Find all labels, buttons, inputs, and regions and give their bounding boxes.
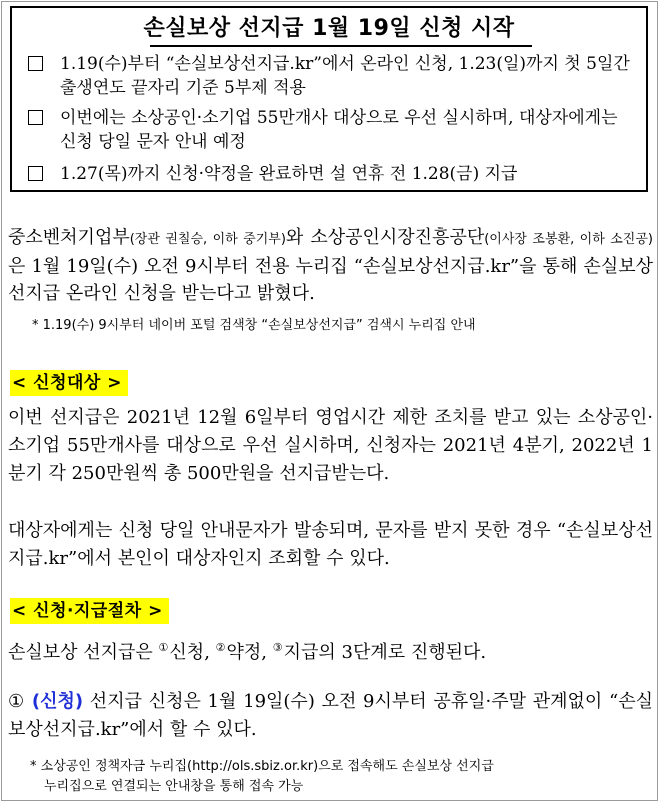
procedure-step-name: 약정, [226, 642, 273, 663]
headline: 손실보상 선지급 1월 19일 신청 시작 [143, 16, 515, 41]
summary-bullet [28, 52, 638, 100]
intro-paragraph [8, 224, 653, 307]
summary-box [10, 6, 648, 192]
section-title-procedure: < 신청·지급절차 > [10, 598, 169, 624]
procedure-lead-text: 손실보상 선지급은 [8, 642, 159, 663]
eligibility-paragraph: 이번 선지급은 2021년 12월 6일부터 영업시간 제한 조치를 받고 있는 소상공인·소기업 55만개사를 대상으로 우선 실시하며, 신청자는 2021년 4분기, 2022년 1분기 각 250만원씩 총 500만원을 선지급받는다. [8, 407, 653, 484]
intro-paren: (이사장 조봉환, 이하 소진공) [484, 232, 653, 247]
summary-bullet-text: 이번에는 소상공인·소기업 55만개사 대상으로 우선 실시하며, 대상자에게는 신청 당일 문자 안내 예정 [60, 108, 618, 152]
summary-bullet-text: 1.19(수)부터 “손실보상선지급.kr”에서 온라인 신청, 1.23(일)까지 첫 5일간 출생연도 끝자리 기준 5부제 적용 [60, 54, 630, 98]
section-title-eligibility: < 신청대상 > [10, 370, 128, 396]
step1-marker: ① [8, 691, 26, 712]
procedure-step-name: 지급의 3단계로 진행된다. [283, 642, 487, 663]
circled-one: ① [158, 641, 169, 654]
summary-bullet [28, 162, 638, 186]
procedure-lead [8, 634, 653, 666]
intro-part: 중소벤처기업부 [8, 227, 130, 248]
checkbox-square-icon [28, 110, 43, 125]
checkbox-square-icon [28, 166, 43, 181]
intro-paren: (장관 권칠승, 이하 중기부) [129, 232, 286, 247]
intro-part: 은 1월 19일(수) 오전 9시부터 전용 누리집 “손실보상선지급.kr”을 통해 손실보상 선지급 온라인 신청을 받는다고 밝혔다. [8, 256, 653, 304]
notification-paragraph: 대상자에게는 신청 당일 안내문자가 발송되며, 문자를 받지 못한 경우 “손실보상선지급.kr”에서 본인이 대상자인지 조회할 수 있다. [8, 520, 653, 569]
intro-part: 와 소상공인시장진흥공단 [285, 227, 485, 248]
step1-paragraph [8, 688, 653, 744]
checkbox-square-icon [28, 56, 43, 71]
circled-three: ③ [272, 641, 283, 654]
circled-two: ② [215, 641, 226, 654]
step1-label: (신청) [31, 691, 84, 712]
intro-note: * 1.19(수) 9시부터 네이버 포털 검색창 “손실보상선지급” 검색시 누리집 안내 [32, 318, 476, 333]
step1-text: 선지급 신청은 1월 19일(수) 오전 9시부터 공휴일·주말 관계없이 “손실보상선지급.kr”에서 할 수 있다. [8, 691, 653, 740]
summary-bullet-text: 1.27(목)까지 신청·약정을 완료하면 설 연휴 전 1.28(금) 지급 [60, 164, 518, 184]
step1-note-line1: * 소상공인 정책자금 누리집(http://ols.sbiz.or.kr)으로 접속해도 손실보상 선지급 [30, 759, 494, 774]
step1-note-line2: 누리집으로 연결되는 안내창을 통해 접속 가능 [44, 779, 304, 794]
headline-underline [150, 45, 532, 47]
summary-bullet [28, 106, 638, 154]
procedure-step-name: 신청, [169, 642, 216, 663]
